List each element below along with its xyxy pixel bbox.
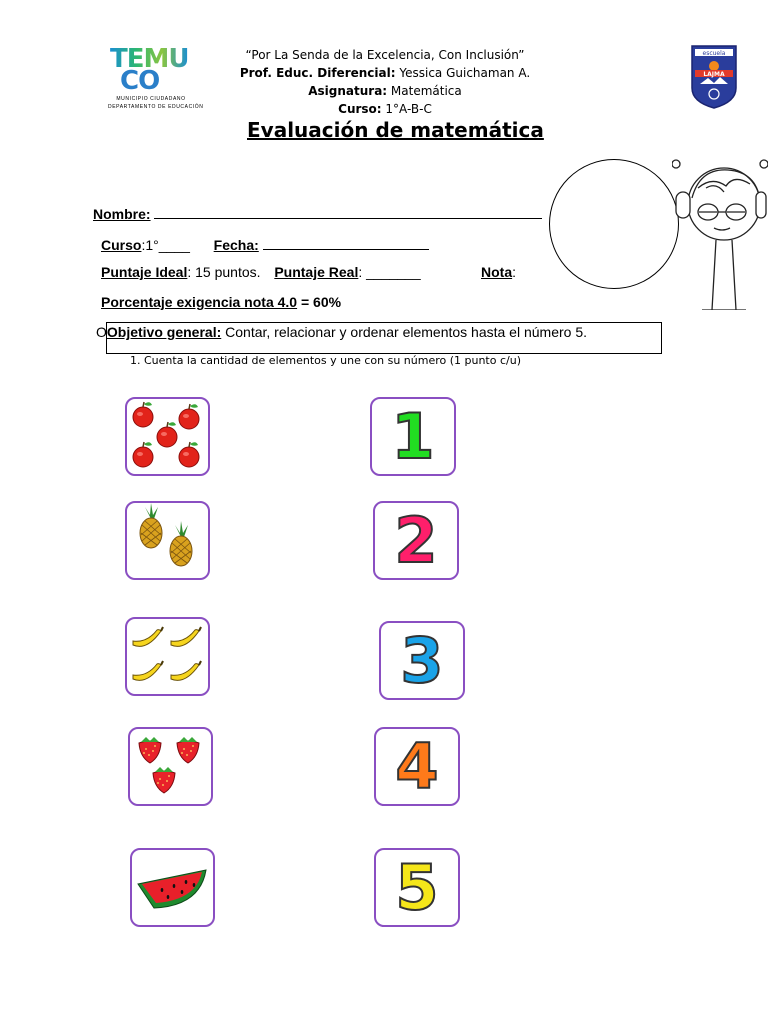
fruit-card-watermelon[interactable]: [130, 848, 215, 927]
percent-label: Porcentaje exigencia nota 4.0: [101, 294, 298, 310]
date-blank[interactable]: [263, 235, 429, 250]
grade-field: [481, 264, 516, 280]
grade-value: :: [512, 264, 517, 280]
strawberries-icon: [130, 729, 210, 803]
logo-word-bottom: CO: [120, 66, 160, 96]
teacher-line: Prof. Educ. Diferencial: Yessica Guichaman A.: [239, 66, 531, 80]
bananas-icon: [127, 619, 207, 693]
objective-stray-letter: O: [96, 324, 107, 340]
badge-name: LAJMA: [703, 71, 725, 78]
headphone-character-icon: [672, 158, 768, 310]
percent-row: [101, 294, 341, 310]
objective-text: Contar, relacionar y ordenar elementos hasta el número 5.: [221, 324, 588, 340]
motto: “Por La Senda de la Excelencia, Con Inclusión”: [245, 48, 525, 62]
grade-circle: [549, 159, 679, 289]
subject-line: Asignatura: Matemática: [308, 84, 462, 98]
temuco-logo: [108, 44, 204, 116]
score-row: [101, 264, 421, 280]
objective-label: Objetivo general:: [106, 324, 222, 340]
apples-icon: [127, 399, 207, 473]
fruit-card-pineapples[interactable]: [125, 501, 210, 580]
date-label: Fecha:: [213, 237, 259, 253]
number-4: 4: [395, 729, 439, 803]
ideal-value: : 15 puntos.: [187, 264, 261, 280]
number-card-5[interactable]: [374, 848, 460, 927]
fruit-card-apples[interactable]: [125, 397, 210, 476]
course-date-row: [101, 235, 429, 253]
number-3: 3: [400, 623, 444, 697]
page-title: Evaluación de matemática: [247, 118, 544, 142]
number-card-4[interactable]: [374, 727, 460, 806]
name-field: [93, 204, 542, 222]
number-card-1[interactable]: [370, 397, 456, 476]
real-value: : _______: [358, 264, 421, 280]
instruction: 1. Cuenta la cantidad de elementos y une con su número (1 punto c/u): [130, 354, 521, 367]
course-label: Curso: [101, 237, 142, 253]
pineapples-icon: [127, 503, 207, 577]
name-blank[interactable]: [154, 204, 542, 219]
logo-line-2: DEPARTAMENTO DE EDUCACIÓN: [108, 104, 204, 110]
objective: [96, 324, 587, 340]
header-block: [200, 46, 570, 118]
logo-word-top: TEMU: [110, 44, 189, 74]
fruit-card-strawberries[interactable]: [128, 727, 213, 806]
grade-label: Nota: [481, 264, 513, 280]
number-card-3[interactable]: [379, 621, 465, 700]
watermelon-icon: [132, 850, 212, 924]
school-badge-icon: [690, 44, 738, 110]
name-label: Nombre:: [93, 206, 151, 222]
badge-top-text: escuela: [702, 50, 726, 57]
number-card-2[interactable]: [373, 501, 459, 580]
course-line: Curso: 1°A-B-C: [338, 102, 432, 116]
number-5: 5: [395, 850, 439, 924]
fruit-card-bananas[interactable]: [125, 617, 210, 696]
course-value: :1°____: [141, 237, 190, 253]
number-1: 1: [391, 399, 435, 473]
ideal-label: Puntaje Ideal: [101, 264, 188, 280]
percent-value: = 60%: [297, 294, 342, 310]
logo-line-1: MUNICIPIO CIUDADANO: [116, 96, 186, 102]
real-label: Puntaje Real: [274, 264, 359, 280]
number-2: 2: [394, 503, 438, 577]
